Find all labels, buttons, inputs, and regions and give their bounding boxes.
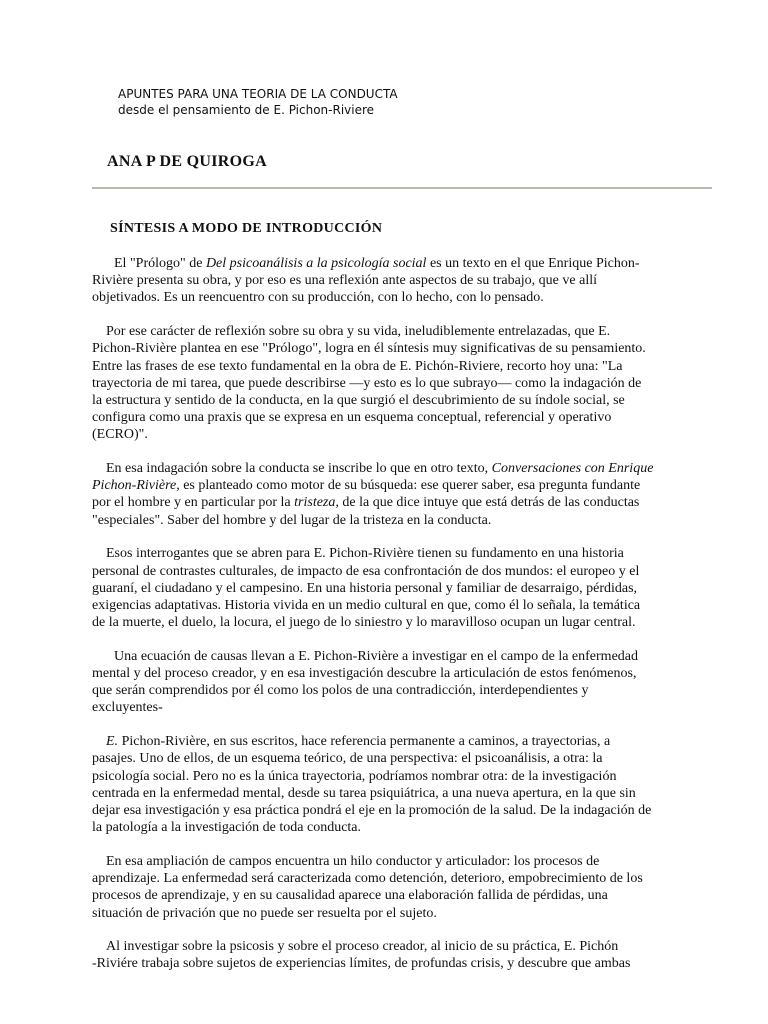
- text-line: psicología social. Pero no es la única trayectoria, podríamos nombrar otra: de la investigación: [92, 768, 617, 784]
- text-line: En esa ampliación de campos encuentra un hilo conductor y articulador: los procesos de: [106, 853, 600, 869]
- horizontal-divider: [92, 187, 712, 189]
- text-line: la estructura y sentido de la conducta, en la que surgió el descubrimiento de su índole social, se: [92, 392, 625, 408]
- paragraph: [92, 255, 720, 307]
- paragraph: [92, 460, 720, 529]
- text-line: En esa indagación sobre la conducta se inscribe lo que en otro texto, Conversaciones con Enrique: [106, 461, 654, 477]
- paragraph: [92, 323, 720, 443]
- text-line: -Riviére trabaja sobre sujetos de experiencias límites, de profundas crisis, y descubre que ambas: [92, 956, 631, 972]
- text-line: Una ecuación de causas llevan a E. Pichon-Rivière a investigar en el campo de la enfermedad: [114, 648, 638, 664]
- text-line: Pichon-Rivière, es planteado como motor de su búsqueda: ese querer saber, esa pregunta fundante: [92, 478, 641, 494]
- text-line: E. Pichon-Rivière, en sus escritos, hace referencia permanente a caminos, a trayectorias, a: [106, 734, 611, 750]
- text-line: centrada en la enfermedad mental, desde su tarea psiquiátrica, a una nueva apertura, en la que sin: [92, 785, 636, 801]
- text-line: Rivière presenta su obra, y por eso es una reflexión ante aspectos de su trabajo, que ve allí: [92, 273, 597, 289]
- document-subtitle: desde el pensamiento de E. Pichon-Riviere: [118, 103, 375, 117]
- text-line: procesos de aprendizaje, y en su causalidad aparece una elaboración fallida de pérdidas, una: [92, 888, 608, 904]
- text-line: la patología a la investigación de toda conducta.: [92, 820, 362, 836]
- emphasis-initial: E.: [106, 734, 119, 750]
- text-line: configura como una praxis que se expresa en un esquema conceptual, referencial y operativo: [92, 410, 612, 426]
- text-line: guaraní, el ciudadano y el campesino. En una historia personal y familiar de desarraigo, pérdidas,: [92, 580, 638, 596]
- text-line: Esos interrogantes que se abren para E. Pichon-Rivière tienen su fundamento en una historia: [106, 546, 624, 562]
- text-line: El "Prólogo" de Del psicoanálisis a la psicología social es un texto en el que Enrique Pichon-: [114, 256, 640, 271]
- emphasis-word: tristeza,: [294, 495, 339, 511]
- paragraph: [92, 938, 720, 972]
- text-line: objetivados. Es un reencuentro con su producción, con lo hecho, con lo pensado.: [92, 290, 544, 306]
- text-line: aprendizaje. La enfermedad será caracterizada como detención, deterioro, empobrecimiento de los: [92, 871, 643, 887]
- book-title: Pichon-Rivière,: [92, 478, 180, 494]
- text-line: Entre las frases de ese texto fundamental en la obra de E. Pichón-Riviere, recorto hoy una: "La: [92, 358, 623, 374]
- text-line: mental y del proceso creador, y en esa investigación descubre la articulación de estos fenómenos,: [92, 666, 637, 682]
- paragraph: [92, 545, 720, 631]
- body-text: [92, 255, 720, 989]
- document-header: [118, 86, 398, 118]
- section-title: SÍNTESIS A MODO DE INTRODUCCIÓN: [110, 221, 383, 236]
- text-line: trayectoria de mi tarea, que puede describirse —y esto es lo que subrayo— como la indagación de: [92, 375, 642, 391]
- text-line: (ECRO)".: [92, 427, 148, 443]
- text-line: pasajes. Uno de ellos, de un esquema teórico, de una perspectiva: el psicoanálisis, a otra: la: [92, 751, 603, 767]
- paragraph: [92, 648, 720, 717]
- book-title: Conversaciones con Enrique: [491, 461, 654, 477]
- document-title: APUNTES PARA UNA TEORIA DE LA CONDUCTA: [118, 87, 398, 101]
- text-line: excluyentes-: [92, 700, 163, 716]
- book-title: Del psicoanálisis a la psicología social: [205, 256, 427, 271]
- text-line: personal de contrastes culturales, de impacto de esa confrontación de dos mundos: el europeo y el: [92, 563, 640, 579]
- text-line: Pichon-Rivière plantea en ese "Prólogo", logra en él síntesis muy significativas de su pensamiento.: [92, 341, 646, 357]
- text-line: que serán comprendidos por él como los polos de una contradicción, interdependientes y: [92, 683, 589, 699]
- text-line: "especiales". Saber del hombre y del lugar de la tristeza en la conducta.: [92, 512, 492, 528]
- text-line: exigencias adaptativas. Historia vivida en un medio cultural en que, como él lo señala, la temática: [92, 597, 641, 613]
- text-line: Por ese carácter de reflexión sobre su obra y su vida, ineludiblemente entrelazadas, que E.: [106, 324, 611, 340]
- text-line: por el hombre y en particular por la tristeza, de la que dice intuye que está detrás de las conductas: [92, 495, 640, 511]
- paragraph: [92, 853, 720, 922]
- text-line: Al investigar sobre la psicosis y sobre el proceso creador, al inicio de su práctica, E. Pichón: [106, 939, 619, 955]
- paragraph: [92, 733, 720, 836]
- author-name: ANA P DE QUIROGA: [107, 153, 267, 170]
- text-line: situación de privación que no puede ser resuelta por el sujeto.: [92, 905, 437, 921]
- text-line: dejar esa investigación y esa práctica pondrá el eje en la promoción de la salud. De la indagación de: [92, 802, 652, 818]
- text-line: de la muerte, el duelo, la locura, el juego de lo siniestro y lo maravilloso ocupan un lugar central.: [92, 615, 636, 631]
